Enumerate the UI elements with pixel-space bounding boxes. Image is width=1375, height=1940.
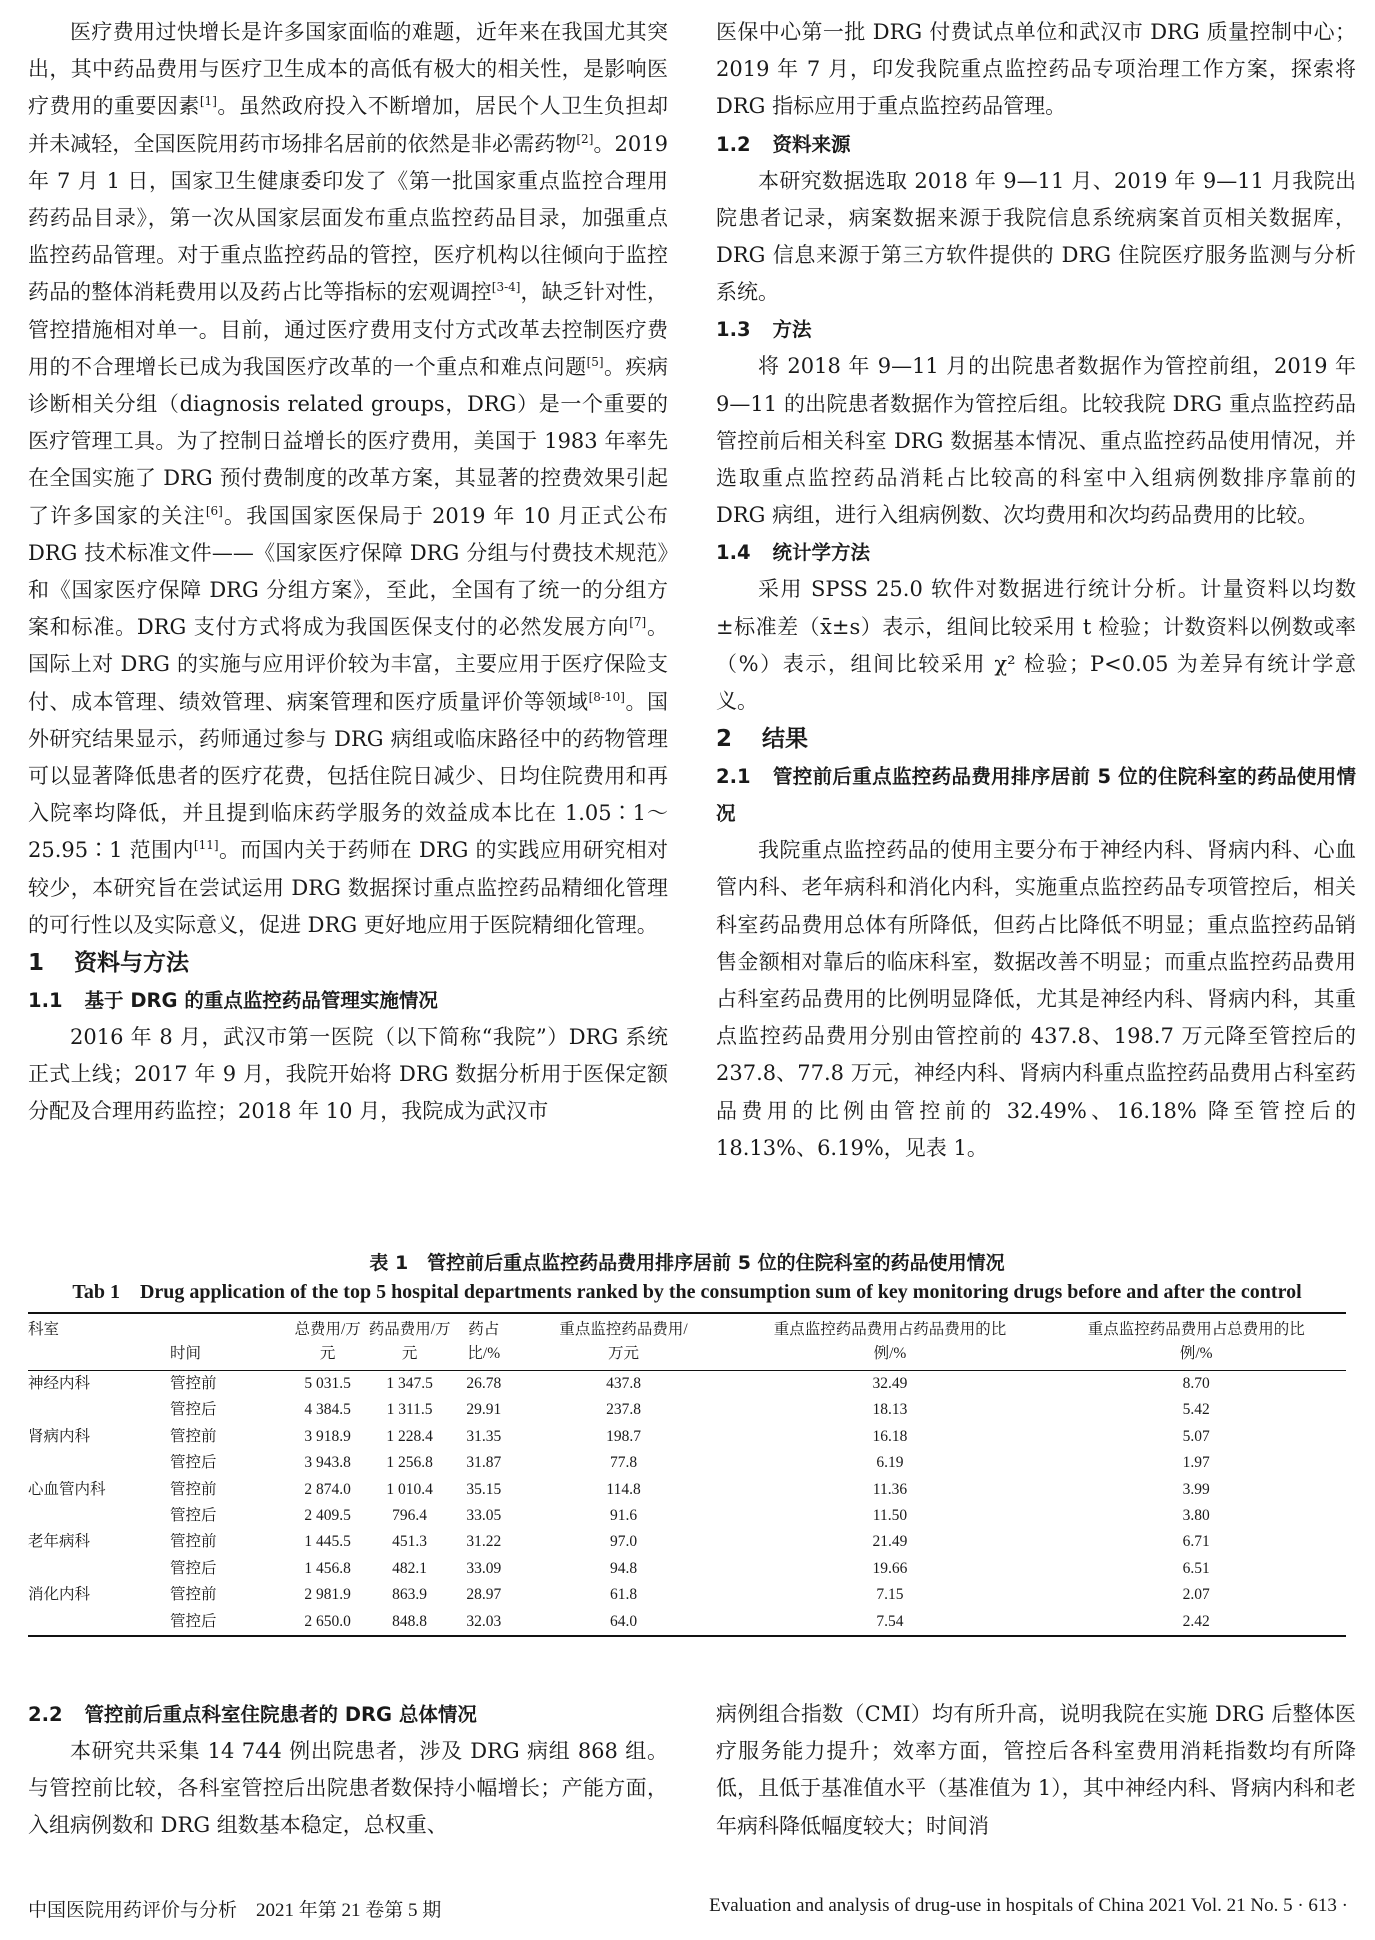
table-cell: 3.99 bbox=[1182, 1480, 1210, 1498]
table-cell: 1 445.5 bbox=[304, 1533, 351, 1551]
table-cell: 33.09 bbox=[466, 1559, 502, 1577]
table-row bbox=[28, 1450, 1346, 1476]
section-1-heading: 1 资料与方法 bbox=[28, 950, 190, 977]
table-1 bbox=[28, 1248, 1346, 1637]
section-2-heading: 2 结果 bbox=[716, 726, 809, 753]
text-run: 。2019 年 7 月 1 日，国家卫生健康委印发了《第一批国家重点监控合理用药药品目录》，第一次从国家层面发布重点监控药品目录，加强重点监控药品管理。对于重点监控药品的管控，医疗机构以往倾向于监控药品的整体消耗费用以及药占比等指标的宏观调控 bbox=[28, 131, 669, 305]
table-cell: 管控前 bbox=[170, 1480, 217, 1498]
table-cell: 3.80 bbox=[1182, 1507, 1210, 1525]
citation-ref: [2] bbox=[576, 131, 594, 146]
text-run: 。而国内关于药师在 DRG 的实践应用研究相对较少，本研究旨在尝试运用 DRG 数据探讨重点监控药品精细化管理的可行性以及实际意义，促进 DRG 更好地应用于医院精细化管理。 bbox=[28, 838, 669, 937]
table-cell: 97.0 bbox=[610, 1533, 638, 1551]
table-cell: 114.8 bbox=[606, 1480, 641, 1498]
section-2-2-paragraph-continued: 病例组合指数（CMI）均有所升高，说明我院在实施 DRG 后整体医疗服务能力提升；效率方面，管控后各科室费用消耗指数均有所降低，且低于基准值水平（基准值为 1），其中神经内科、肾病内科和老年病科降低幅度较大；时间消 bbox=[716, 1702, 1356, 1838]
column-header: 总费用/万元 bbox=[294, 1321, 361, 1362]
table-cell: 2.07 bbox=[1182, 1586, 1210, 1604]
section-1-3-heading: 1.3 方法 bbox=[716, 318, 812, 342]
text-run: 医疗费用过快增长是许多国家面临的难题，近年来在我国尤其突出，其中药品费用与医疗卫生成本的高低有极大的相关性，是影响医疗费用的重要因素 bbox=[28, 20, 668, 119]
section-2-1-heading: 2.1 管控前后重点监控药品费用排序居前 5 位的住院科室的药品使用情况 bbox=[716, 765, 1356, 826]
table-cell: 11.50 bbox=[872, 1507, 908, 1525]
table-cell: 848.8 bbox=[392, 1612, 428, 1630]
table-cell: 796.4 bbox=[392, 1507, 428, 1525]
text-run: 。国际上对 DRG 的实施与应用评价较为丰富，主要应用于医疗保险支付、成本管理、绩效管理、病案管理和医疗质量评价等领域 bbox=[28, 615, 668, 714]
column-header: 重点监控药品费用/万元 bbox=[559, 1321, 688, 1362]
section-1-3-paragraph: 将 2018 年 9—11 月的出院患者数据作为管控前组，2019 年 9—11 的出院患者数据作为管控后组。比较我院 DRG 重点监控药品管控前后相关科室 DRG 数据基本情况、重点监控药品使用情况，并选取重点监控药品消耗占比较高的科室中入组病例数排序靠前的 DRG 病组，进行入组病例数、次均费用和次均药品费用的比较。 bbox=[716, 354, 1356, 528]
text-run: 。疾病诊断相关分组（diagnosis related groups，DRG）是一个重要的医疗管理工具。为了控制日益增长的医疗费用，美国于 1983 年率先在全国实施了 DRG 预付费制度的改革方案，其显著的控费效果引起了许多国家的关注 bbox=[28, 354, 669, 528]
column-header: 重点监控药品费用占总费用的比例/% bbox=[1087, 1321, 1305, 1362]
table-cell: 2 874.0 bbox=[304, 1480, 351, 1498]
table-cell: 1 347.5 bbox=[386, 1375, 433, 1392]
drug-usage-table bbox=[28, 1312, 1346, 1637]
table-row bbox=[28, 1556, 1346, 1582]
lower-right-column bbox=[716, 1696, 1356, 1845]
table-cell: 32.03 bbox=[466, 1612, 502, 1630]
table-cell: 6.19 bbox=[876, 1454, 904, 1472]
table-cell: 管控后 bbox=[170, 1559, 217, 1577]
table-cell: 7.54 bbox=[876, 1612, 904, 1630]
table-cell: 26.78 bbox=[466, 1375, 502, 1392]
table-cell bbox=[28, 1450, 170, 1476]
table-cell: 3 918.9 bbox=[304, 1427, 351, 1445]
text-run: ，缺乏针对性，管控措施相对单一。目前，通过医疗费用支付方式改革去控制医疗费用的不合理增长已成为我国医疗改革的一个重点和难点问题 bbox=[28, 280, 669, 379]
section-2-1-paragraph: 我院重点监控药品的使用主要分布于神经内科、肾病内科、心血管内科、老年病科和消化内科，实施重点监控药品专项管控后，相关科室药品费用总体有所降低，但药占比降低不明显；重点监控药品销售金额相对靠后的临床科室，数据改善不明显；而重点监控药品费用占科室药品费用的比例明显降低，尤其是神经内科、肾病内科，其重点监控药品费用分别由管控前的 437.8、198.7 万元降至管控后的 237.8、77.8 万元，神经内科、肾病内科重点监控药品费用占科室药品费用的比例由管控前的 32.49%、16.18% 降至管控后的 18.13%、6.19%，见表 1。 bbox=[716, 838, 1356, 1160]
table-cell: 2 409.5 bbox=[304, 1507, 351, 1525]
table-cell: 肾病内科 bbox=[28, 1427, 91, 1445]
table-cell: 管控前 bbox=[170, 1427, 217, 1445]
table-row bbox=[28, 1582, 1346, 1608]
column-header: 药占比/% bbox=[467, 1321, 501, 1362]
table-cell: 29.91 bbox=[466, 1401, 502, 1419]
table-cell: 35.15 bbox=[466, 1480, 502, 1498]
right-column bbox=[716, 14, 1356, 1167]
table-row bbox=[28, 1424, 1346, 1450]
table-cell: 管控前 bbox=[170, 1533, 217, 1551]
lower-left-column bbox=[28, 1696, 668, 1845]
table-cell: 61.8 bbox=[610, 1586, 638, 1604]
table-cell: 451.3 bbox=[392, 1533, 428, 1551]
table-cell: 16.18 bbox=[872, 1427, 908, 1445]
table-cell: 2 981.9 bbox=[304, 1586, 351, 1604]
table-cell: 237.8 bbox=[606, 1401, 641, 1419]
table-cell: 437.8 bbox=[606, 1375, 641, 1392]
table-cell: 94.8 bbox=[610, 1559, 638, 1577]
table-cell: 管控后 bbox=[170, 1454, 217, 1472]
table-cell: 31.22 bbox=[466, 1533, 502, 1551]
table-cell: 管控后 bbox=[170, 1612, 217, 1630]
column-header: 药品费用/万元 bbox=[368, 1321, 451, 1362]
table-cell: 198.7 bbox=[606, 1427, 641, 1445]
table-cell: 19.66 bbox=[872, 1559, 908, 1577]
text-run: 。虽然政府投入不断增加，居民个人卫生负担却并未减轻，全国医院用药市场排名居前的依然是非必需药物 bbox=[28, 94, 669, 156]
citation-ref: [3-4] bbox=[491, 280, 521, 295]
section-1-2-heading: 1.2 资料来源 bbox=[716, 132, 851, 156]
section-1-4-heading: 1.4 统计学方法 bbox=[716, 541, 871, 565]
table-cell: 31.35 bbox=[466, 1427, 502, 1445]
table-cell bbox=[28, 1609, 170, 1636]
table-cell bbox=[28, 1397, 170, 1423]
table-cell: 64.0 bbox=[610, 1612, 638, 1630]
citation-ref: [7] bbox=[629, 615, 647, 630]
citation-ref: [6] bbox=[205, 503, 223, 518]
table-row bbox=[28, 1371, 1346, 1398]
table-cell: 8.70 bbox=[1182, 1375, 1210, 1392]
table-cell: 管控前 bbox=[170, 1375, 217, 1392]
table-cell: 21.49 bbox=[872, 1533, 908, 1551]
column-header: 科室 bbox=[28, 1321, 60, 1338]
table-cell: 863.9 bbox=[392, 1586, 428, 1604]
table-cell: 6.71 bbox=[1182, 1533, 1210, 1551]
table-cell: 管控后 bbox=[170, 1401, 217, 1419]
table-cell: 1 010.4 bbox=[386, 1480, 433, 1498]
table-cell: 消化内科 bbox=[28, 1586, 91, 1604]
table-cell: 33.05 bbox=[466, 1507, 502, 1525]
table-cell: 11.36 bbox=[872, 1480, 908, 1498]
section-1-1-heading: 1.1 基于 DRG 的重点监控药品管理实施情况 bbox=[28, 989, 438, 1013]
citation-ref: [1] bbox=[199, 94, 217, 109]
section-1-1-paragraph-continued: 医保中心第一批 DRG 付费试点单位和武汉市 DRG 质量控制中心；2019 年 7 月，印发我院重点监控药品专项治理工作方案，探索将 DRG 指标应用于重点监控药品管理。 bbox=[716, 20, 1356, 119]
table-cell: 482.1 bbox=[392, 1559, 428, 1577]
citation-ref: [11] bbox=[193, 838, 219, 853]
table-cell: 3 943.8 bbox=[304, 1454, 351, 1472]
section-1-2-paragraph: 本研究数据选取 2018 年 9—11 月、2019 年 9—11 月我院出院患者记录，病案数据来源于我院信息系统病案首页相关数据库，DRG 信息来源于第三方软件提供的 DRG 住院医疗服务监测与分析系统。 bbox=[716, 168, 1356, 305]
table-cell: 神经内科 bbox=[28, 1375, 91, 1392]
text-run: 。我国国家医保局于 2019 年 10 月正式公布 DRG 技术标准文件——《国家医疗保障 DRG 分组与付费技术规范》和《国家医疗保障 DRG 分组方案》，至此，全国有了统一的分组方案和标准。DRG 支付方式将成为我国医保支付的必然发展方向 bbox=[28, 503, 669, 640]
table-row bbox=[28, 1397, 1346, 1423]
table-cell: 管控后 bbox=[170, 1507, 217, 1525]
section-2-2-heading: 2.2 管控前后重点科室住院患者的 DRG 总体情况 bbox=[28, 1703, 477, 1726]
table-cell: 管控前 bbox=[170, 1586, 217, 1604]
table-cell: 28.97 bbox=[466, 1586, 502, 1604]
table-cell: 心血管内科 bbox=[28, 1480, 106, 1498]
table-cell: 2 650.0 bbox=[304, 1612, 351, 1630]
table-header-row bbox=[28, 1313, 1346, 1371]
table-cell: 77.8 bbox=[610, 1454, 638, 1472]
table-cell: 1.97 bbox=[1182, 1454, 1210, 1472]
table-caption-cn: 表 1 管控前后重点监控药品费用排序居前 5 位的住院科室的药品使用情况 bbox=[369, 1252, 1005, 1274]
table-row bbox=[28, 1529, 1346, 1555]
table-cell bbox=[28, 1556, 170, 1582]
table-cell: 1 228.4 bbox=[386, 1427, 433, 1445]
table-cell: 4 384.5 bbox=[304, 1401, 351, 1419]
table-cell bbox=[28, 1503, 170, 1529]
table-cell: 老年病科 bbox=[28, 1533, 91, 1551]
table-cell: 91.6 bbox=[610, 1507, 638, 1525]
citation-ref: [8-10] bbox=[588, 689, 625, 704]
left-column bbox=[28, 14, 668, 1131]
section-2-2-paragraph: 本研究共采集 14 744 例出院患者，涉及 DRG 病组 868 组。与管控前比较，各科室管控后出院患者数保持小幅增长；产能方面，入组病例数和 DRG 组数基本稳定，总权重、 bbox=[28, 1739, 668, 1838]
table-cell: 1 311.5 bbox=[386, 1401, 433, 1419]
table-cell: 1 456.8 bbox=[304, 1559, 351, 1577]
section-1-4-paragraph: 采用 SPSS 25.0 软件对数据进行统计分析。计量资料以均数±标准差（x̄±s）表示，组间比较采用 t 检验；计数资料以例数或率（%）表示，组间比较采用 χ² 检验；P<0.05 为差异有统计学意义。 bbox=[716, 577, 1356, 714]
text-run: 。国外研究结果显示，药师通过参与 DRG 病组或临床路径中的药物管理可以显著降低患者的医疗花费，包括住院日减少、日均住院费用和再入院率均降低，并且提到临床药学服务的效益成本比在 1.05∶1～25.95∶1 范围内 bbox=[28, 689, 669, 863]
column-header: 时间 bbox=[170, 1345, 202, 1362]
table-row bbox=[28, 1477, 1346, 1503]
table-row bbox=[28, 1503, 1346, 1529]
journal-name-cn: 中国医院用药评价与分析 2021 年第 21 卷第 5 期 bbox=[28, 1900, 442, 1921]
citation-ref: [5] bbox=[586, 354, 604, 369]
journal-name-en-page: Evaluation and analysis of drug-use in hospitals of China 2021 Vol. 21 No. 5 · 613 · bbox=[709, 1895, 1348, 1916]
table-cell: 31.87 bbox=[466, 1454, 502, 1472]
table-cell: 32.49 bbox=[872, 1375, 908, 1392]
table-cell: 18.13 bbox=[872, 1401, 908, 1419]
table-cell: 6.51 bbox=[1182, 1559, 1210, 1577]
table-cell: 2.42 bbox=[1182, 1612, 1210, 1630]
table-cell: 5.42 bbox=[1182, 1401, 1210, 1419]
table-cell: 1 256.8 bbox=[386, 1454, 433, 1472]
section-1-1-paragraph: 2016 年 8 月，武汉市第一医院（以下简称“我院”）DRG 系统正式上线；2017 年 9 月，我院开始将 DRG 数据分析用于医保定额分配及合理用药监控；2018 年 10 月，我院成为武汉市 bbox=[28, 1025, 668, 1124]
table-cell: 5 031.5 bbox=[304, 1375, 351, 1392]
table-cell: 5.07 bbox=[1182, 1427, 1210, 1445]
table-caption-en: Tab 1 Drug application of the top 5 hospital departments ranked by the consumption sum of key monitoring drugs before and after the control bbox=[72, 1281, 1302, 1303]
table-cell: 7.15 bbox=[876, 1586, 904, 1604]
column-header: 重点监控药品费用占药品费用的比例/% bbox=[773, 1321, 1007, 1362]
table-row bbox=[28, 1609, 1346, 1636]
intro-paragraph bbox=[28, 14, 668, 944]
